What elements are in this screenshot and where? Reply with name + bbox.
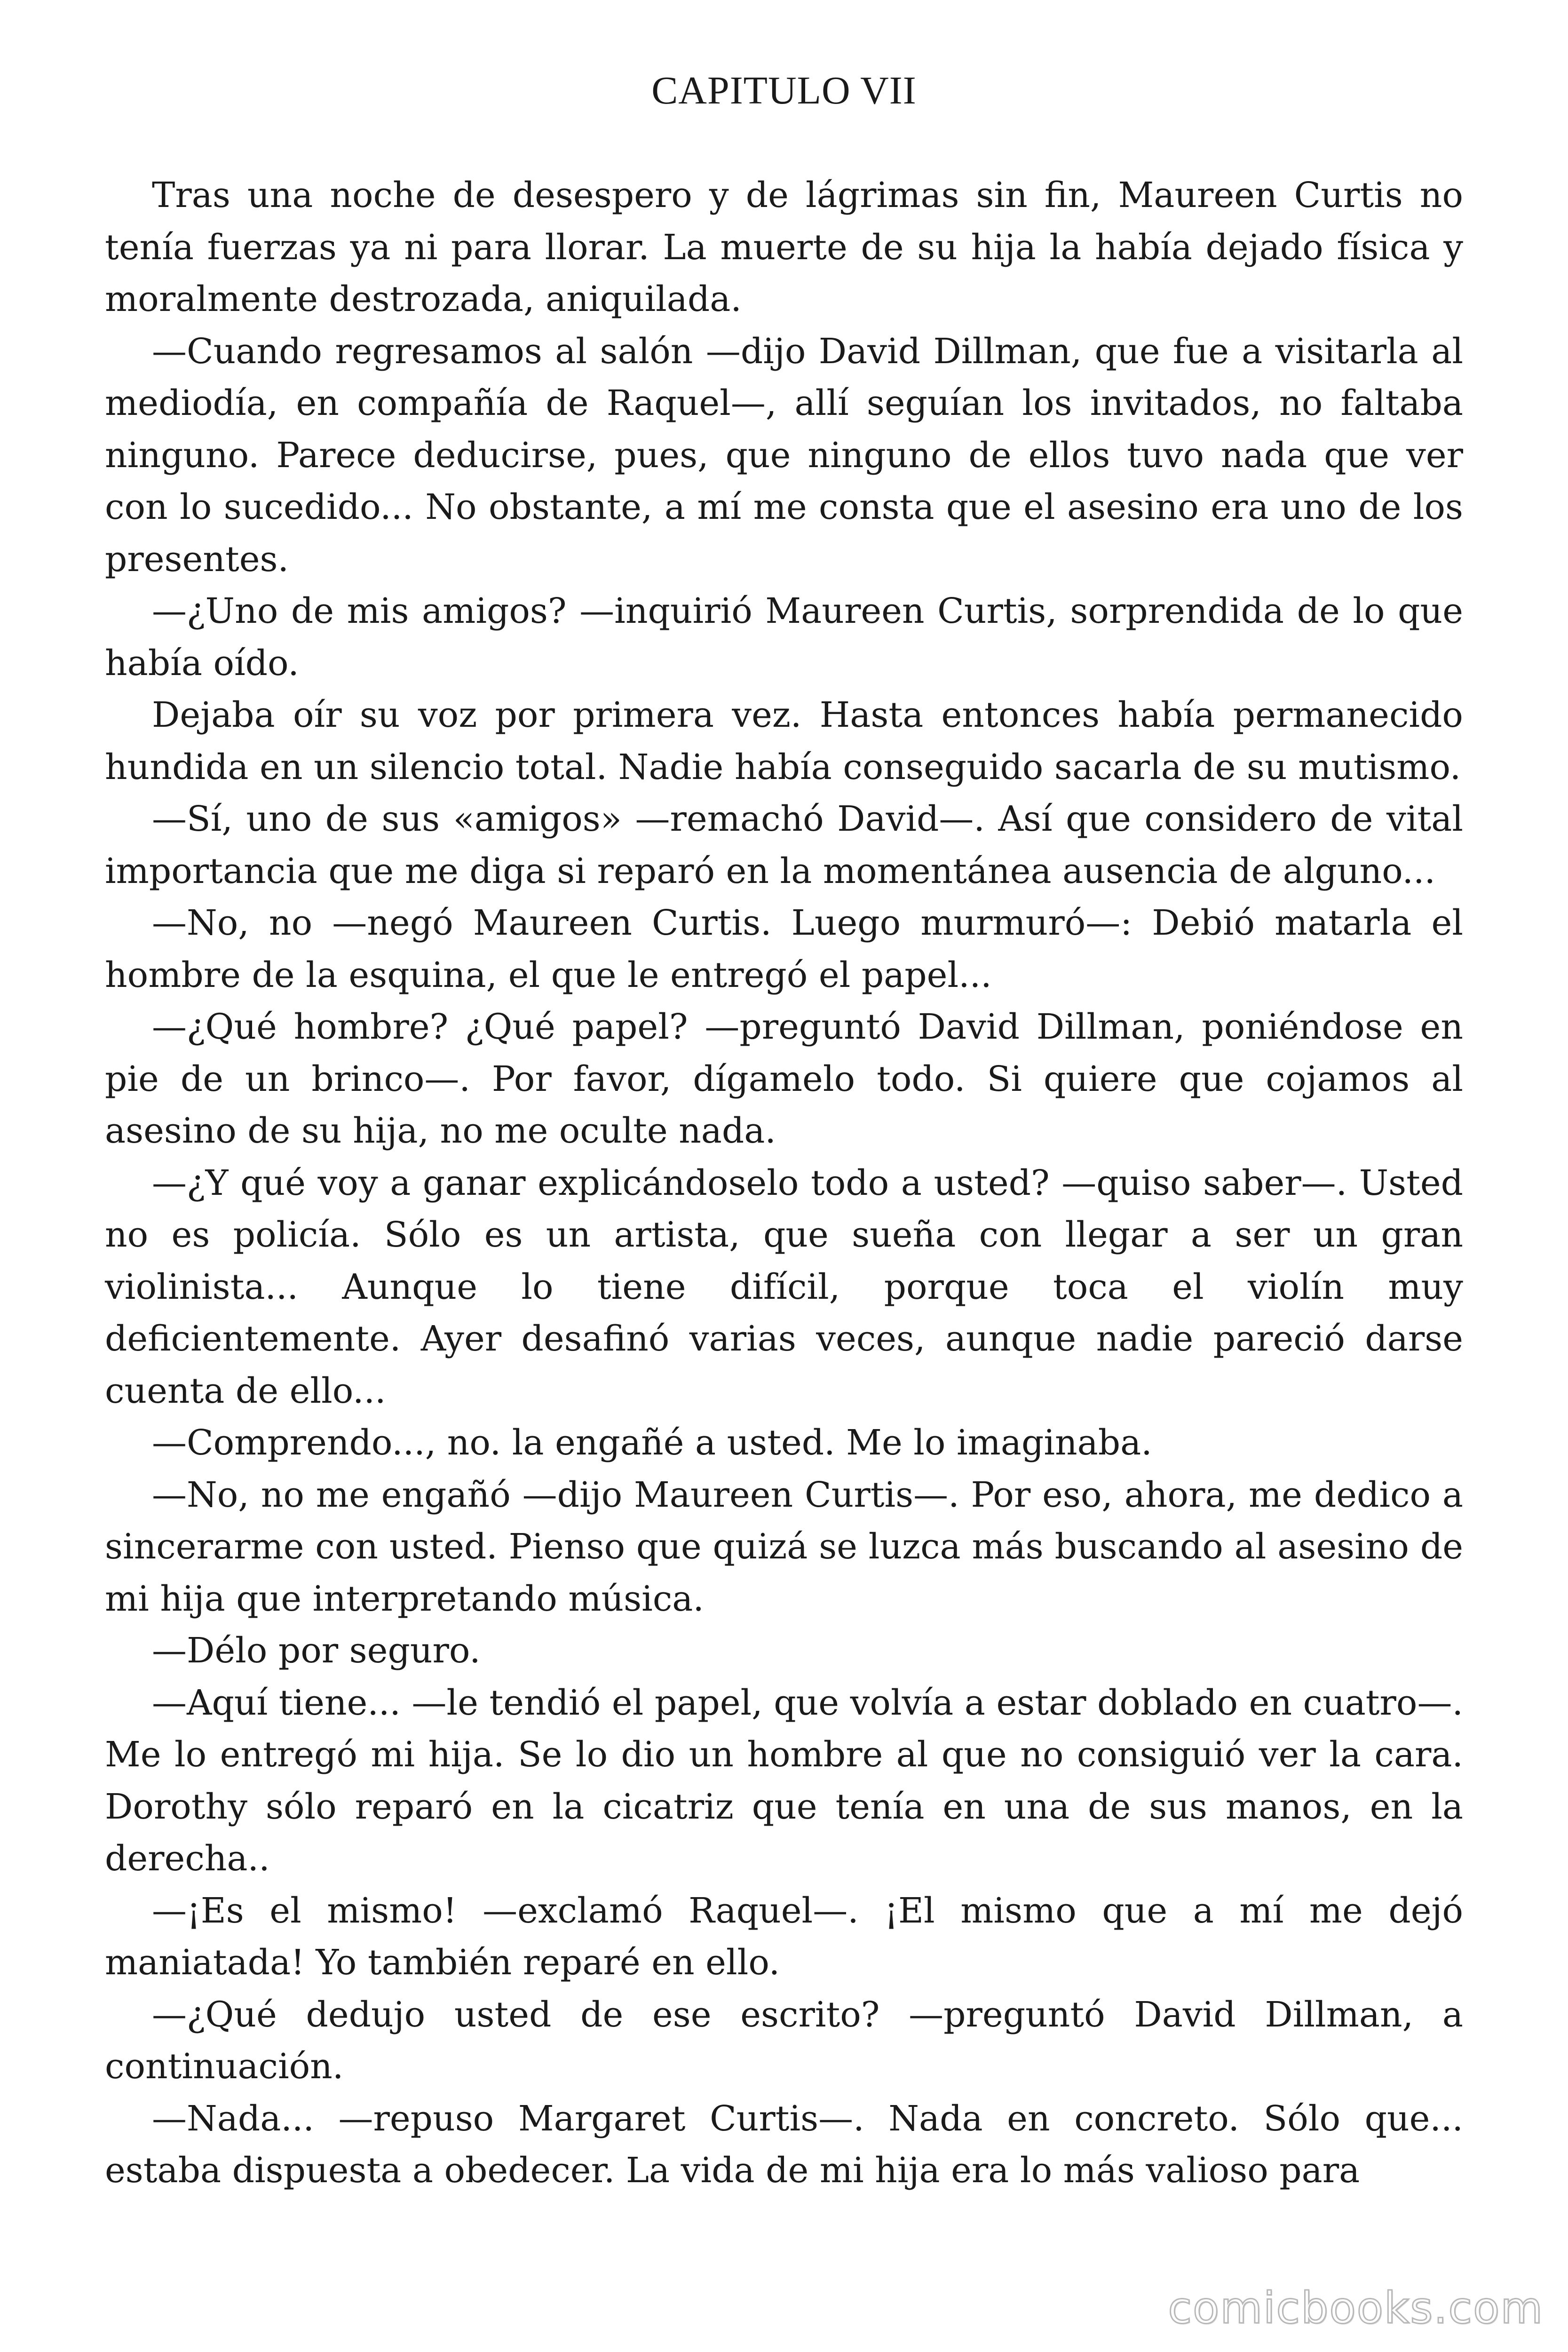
paragraph: —Sí, uno de sus «amigos» —remachó David—. Así que considero de vital importancia que me diga si reparó en la momentánea ausencia de alguno... [105,799,1463,891]
paragraph: —¿Uno de mis amigos? —inquirió Maureen Curtis, sorprendida de lo que había oído. [105,591,1463,683]
paragraph: —¡Es el mismo! —exclamó Raquel—. ¡El mismo que a mí me dejó maniatada! Yo también reparé en ello. [105,1890,1463,1983]
paragraph: Tras una noche de desespero y de lágrimas sin fin, Maureen Curtis no tenía fuerzas ya ni para llorar. La muerte de su hija la había dejado física y moralmente destrozada, aniquilada. [105,175,1463,319]
paragraph: —Cuando regresamos al salón —dijo David Dillman, que fue a visitarla al mediodía, en compañía de Raquel—, allí seguían los invitados, no faltaba ninguno. Parece deducirse, pues, que ninguno de ellos tuvo nada que ver con lo sucedido... No obstante, a mí me consta que el asesino era uno de los presentes. [105,331,1463,580]
chapter-title: CAPITULO VII [651,69,917,112]
paragraph: —Nada... —repuso Margaret Curtis—. Nada en concreto. Sólo que... estaba dispuesta a obedecer. La vida de mi hija era lo más valioso para [105,2098,1463,2191]
paragraph: —¿Qué dedujo usted de ese escrito? —preguntó David Dillman, a continuación. [105,1994,1463,2087]
chapter-body [105,169,1463,2197]
paragraph: —Délo por seguro. [152,1630,481,1671]
paragraph: Dejaba oír su voz por primera vez. Hasta entonces había permanecido hundida en un silencio total. Nadie había conseguido sacarla de su mutismo. [105,695,1463,787]
paragraph: —No, no me engañó —dijo Maureen Curtis—. Por eso, ahora, me dedico a sincerarme con usted. Pienso que quizá se luzca más buscando al asesino de mi hija que interpretando música. [105,1474,1463,1619]
paragraph: —Comprendo..., no. la engañé a usted. Me lo imaginaba. [152,1422,1152,1463]
paragraph: —¿Qué hombre? ¿Qué papel? —preguntó David Dillman, poniéndose en pie de un brinco—. Por favor, dígamelo todo. Si quiere que cojamos al asesino de su hija, no me oculte nada. [105,1007,1463,1151]
book-page [105,0,1463,2352]
watermark: comicbooks.com [1168,2283,1544,2333]
paragraph: —No, no —negó Maureen Curtis. Luego murmuró—: Debió matarla el hombre de la esquina, el que le entregó el papel... [105,903,1463,995]
paragraph: —Aquí tiene... —le tendió el papel, que volvía a estar doblado en cuatro—. Me lo entregó mi hija. Se lo dio un hombre al que no consiguió ver la cara. Dorothy sólo reparó en la cicatriz que tenía en una de sus manos, en la derecha.. [105,1682,1463,1879]
paragraph: —¿Y qué voy a ganar explicándoselo todo a usted? —quiso saber—. Usted no es policía. Sólo es un artista, que sueña con llegar a ser un gran violinista... Aunque lo tiene difícil, porque toca el violín muy deficientemente. Ayer desafinó varias veces, aunque nadie pareció darse cuenta de ello... [105,1162,1463,1411]
